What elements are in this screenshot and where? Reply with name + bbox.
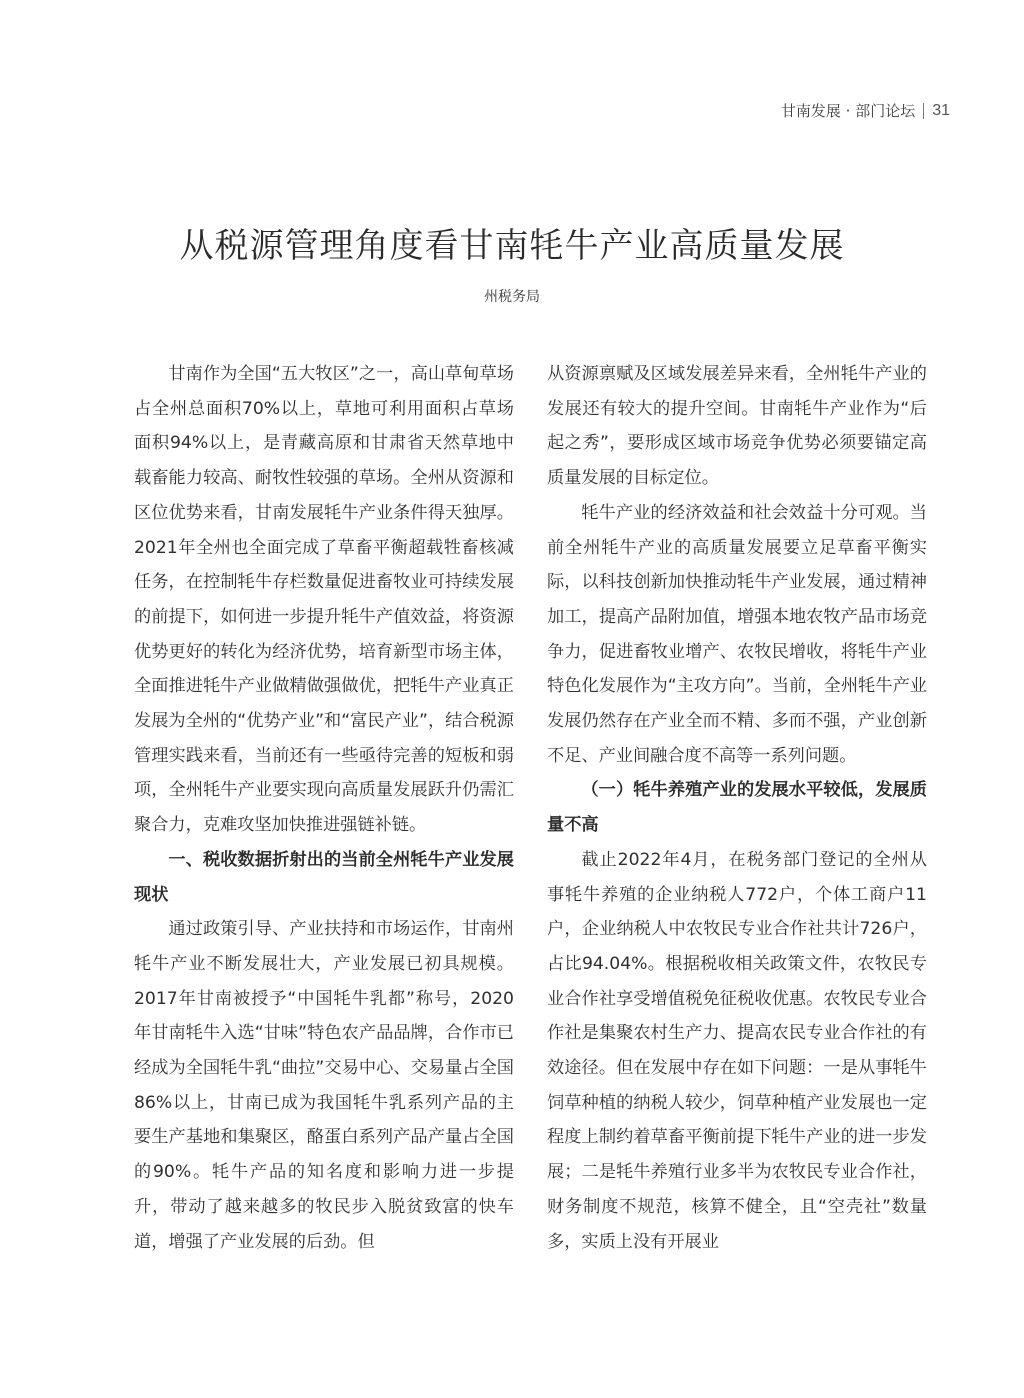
- right-column: [547, 357, 927, 1259]
- article-author: 州税务局: [484, 289, 540, 305]
- section-heading-1: 一、税收数据折射出的当前全州牦牛产业发展现状: [134, 849, 514, 905]
- left-column: [134, 357, 514, 1259]
- paragraph-benefits: 牦牛产业的经济效益和社会效益十分可观。当前全州牦牛产业的高质量发展要立足草畜平衡实际，以科技创新加快推动牦牛产业发展，通过精神加工，提高产品附加值，增强本地农牧产品市场竞争力，促进畜牧业增产、农牧民增收，将牦牛产业特色化发展作为“主攻方向”。当前，全州牦牛产业发展仍然存在产业全而不精、多而不强，产业创新不足、产业间融合度不高等一系列问题。: [547, 502, 927, 766]
- header-divider: [923, 103, 924, 119]
- paragraph-status: 通过政策引导、产业扶持和市场运作，甘南州牦牛产业不断发展壮大，产业发展已初具规模。2017年甘南被授予“中国牦牛乳都”称号，2020年甘南牦牛入选“甘味”特色农产品品牌，合作市已经成为全国牦牛乳“曲拉”交易中心、交易量占全国86%以上，甘南已成为我国牦牛乳系列产品的主要生产基地和集聚区，酪蛋白系列产品产量占全国的90%。牦牛产品的知名度和影响力进一步提升，带动了越来越多的牧民步入脱贫致富的快车道，增强了产业发展的后劲。但: [134, 919, 514, 1252]
- paragraph-intro: 甘南作为全国“五大牧区”之一，高山草甸草场占全州总面积70%以上，草地可利用面积占草场面积94%以上，是青藏高原和甘肃省天然草地中载畜能力较高、耐牧性较强的草场。全州从资源和区位优势来看，甘南发展牦牛产业条件得天独厚。2021年全州也全面完成了草畜平衡超载牲畜核减任务，在控制牦牛存栏数量促进畜牧业可持续发展的前提下，如何进一步提升牦牛产值效益，将资源优势更好的转化为经济优势，培育新型市场主体，全面推进牦牛产业做精做强做优，把牦牛产业真正发展为全州的“优势产业”和“富民产业”，结合税源管理实践来看，当前还有一些亟待完善的短板和弱项，全州牦牛产业要实现向高质量发展跃升仍需汇聚合力，克难攻坚加快推进强链补链。: [134, 364, 514, 836]
- article-title: 从税源管理角度看甘南牦牛产业高质量发展: [179, 226, 845, 266]
- paragraph-breeding: 截止2022年4月，在税务部门登记的全州从事牦牛养殖的企业纳税人772户，个体工商户11户，企业纳税人中农牧民专业合作社共计726户，占比94.04%。根据税收相关政策文件，农牧民专业合作社享受增值税免征税收优惠。农牧民专业合作社是集聚农村生产力、提高农民专业合作社的有效途径。但在发展中存在如下问题：一是从事牦牛饲草种植的纳税人较少，饲草种植产业发展也一定程度上制约着草畜平衡前提下牦牛产业的进一步发展；二是牦牛养殖行业多半为农牧民专业合作社，财务制度不规范，核算不健全，且“空壳社”数量多，实质上没有开展业: [547, 849, 927, 1252]
- section-heading-2: （一）牦牛养殖产业的发展水平较低，发展质量不高: [547, 780, 927, 836]
- page-number: 31: [932, 101, 950, 119]
- running-header: [781, 100, 950, 121]
- section-title: 甘南发展 · 部门论坛: [780, 102, 916, 120]
- paragraph-continued: 从资源禀赋及区域发展差异来看，全州牦牛产业的发展还有较大的提升空间。甘南牦牛产业作为“后起之秀”，要形成区域市场竞争优势必须要锚定高质量发展的目标定位。: [547, 364, 927, 489]
